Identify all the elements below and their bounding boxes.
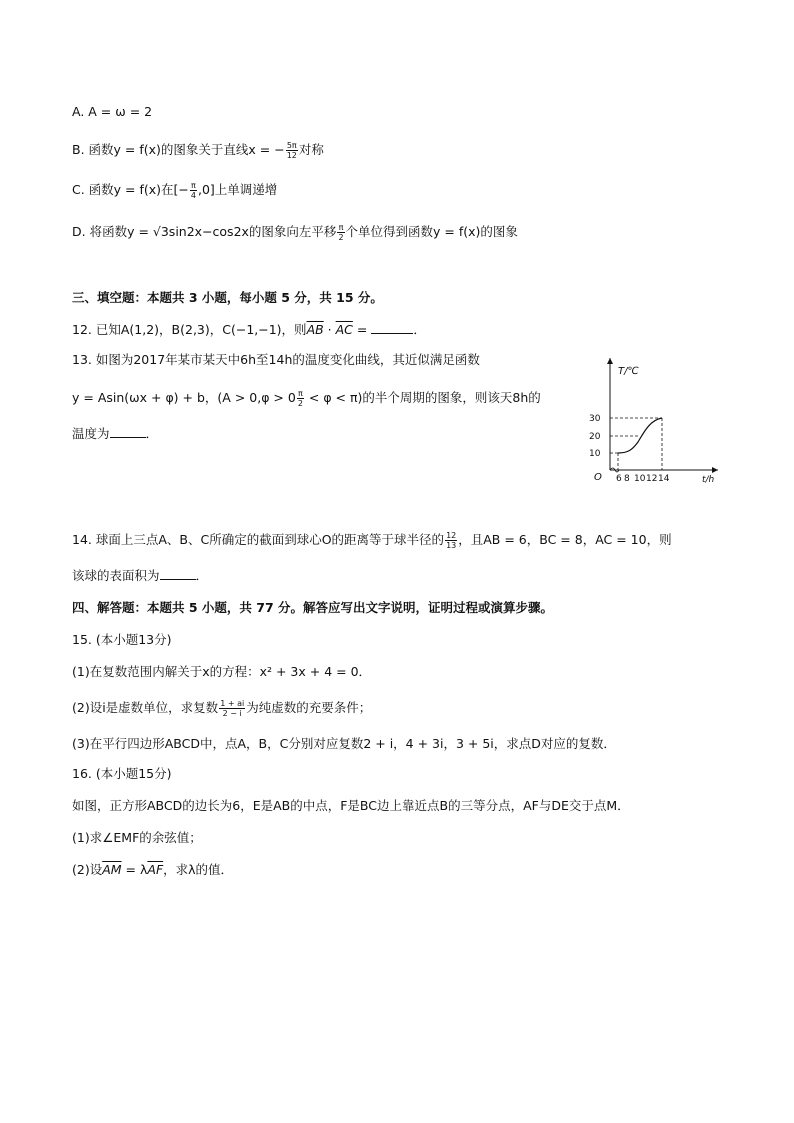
temperature-graph [586,352,726,492]
y-axis-label: T/℃ [618,366,639,377]
fraction: $\frac{\pi}{2}$ [338,223,344,242]
fraction: $\frac{1 + ai}{2 - i}$ [220,699,245,718]
question-14-line-1: 14. 球面上三点A、B、C所确定的截面到球心O的距离等于球半径的 $\frac{12}{13}$ ，且AB = 6，BC = 8，AC = 10，则 [72,531,672,550]
question-15-title: 15. (本小题13分) [72,632,172,647]
option-a [72,102,152,122]
option-b-text: B. 函数y = f(x)的图象关于直线x = − [72,142,285,157]
x-tick-10: 10 [634,474,646,484]
x-tick-8: 8 [624,474,630,484]
option-a-text: A. A = ω = 2 [72,104,153,119]
question-13-line-1: 13. 如图为2017年某市某天中6h至14h的温度变化曲线，其近似满足函数 [72,352,480,367]
x-tick-12: 12 [646,474,658,484]
x-tick-6: 6 [616,474,622,484]
question-12: 12. 已知A(1,2)，B(2,3)，C(−1,−1)，则$\overline{AB} \cdot \overline{AC}$ = ． [72,322,426,337]
question-16-part-2: (2)设$\overline{AM} = \lambda\overline{AF}$，求λ的值． [72,862,234,877]
y-tick-10: 10 [589,449,601,459]
option-c-text: C. 函数y = f(x)在[− [72,182,189,197]
option-c: C. 函数y = f(x)在[− $\frac{\pi}{4}$ ,0]上单调递增 [72,181,278,200]
y-tick-20: 20 [589,432,601,442]
option-b: B. 函数y = f(x)的图象关于直线x = − $\frac{5\pi}{12}$ 对称 [72,141,324,160]
fraction: $\frac{12}{13}$ [446,531,457,550]
origin-label: O [594,472,602,483]
x-axis-label: t/h [702,475,715,485]
question-13-line-2: y = Asin(ωx + φ) + b，(A > 0,φ > 0 $\frac{\pi}{2}$ < φ < π)的半个周期的图象，则该天8h的 [72,389,541,408]
question-16-title: 16. (本小题15分) [72,766,172,781]
temperature-curve [618,418,662,453]
x-tick-14: 14 [658,474,670,484]
question-15-part-2: (2)设i是虚数单位，求复数 $\frac{1 + ai}{2 - i}$ 为纯虚数的充要条件； [72,699,372,718]
question-15-part-3: (3)在平行四边形ABCD中，点A，B，C分别对应复数2 + i，4 + 3i，3 + 5i，求点D对应的复数． [72,736,616,751]
option-d-text: D. 将函数y = √3sin2x−cos2x的图象向左平移 [72,224,337,239]
section-4-heading: 四、解答题：本题共 5 小题，共 77 分。解答应写出文字说明，证明过程或演算步骤。 [72,600,554,615]
question-16-part-1: (1)求∠EMF的余弦值； [72,830,202,845]
question-14-line-2: 该球的表面积为 ． [72,568,209,583]
answer-blank[interactable] [110,425,146,438]
y-tick-30: 30 [589,414,601,424]
fraction: $\frac{\pi}{2}$ [297,389,303,408]
answer-blank[interactable] [160,567,196,580]
question-16-stem: 如图，正方形ABCD的边长为6，E是AB的中点，F是BC边上靠近点B的三等分点，AF与DE交于点M． [72,798,630,813]
question-13-line-3: 温度为 ． [72,426,159,441]
fraction: $\frac{\pi}{4}$ [190,181,196,200]
fraction: $\frac{5\pi}{12}$ [286,141,297,160]
section-3-heading: 三、填空题：本题共 3 小题，每小题 5 分，共 15 分。 [72,290,383,305]
question-15-part-1: (1)在复数范围内解关于x的方程：x² + 3x + 4 = 0． [72,664,372,679]
option-d: D. 将函数y = √3sin2x−cos2x的图象向左平移 $\frac{\pi}{2}$ 个单位得到函数y = f(x)的图象 [72,223,518,242]
answer-blank[interactable] [371,321,413,334]
